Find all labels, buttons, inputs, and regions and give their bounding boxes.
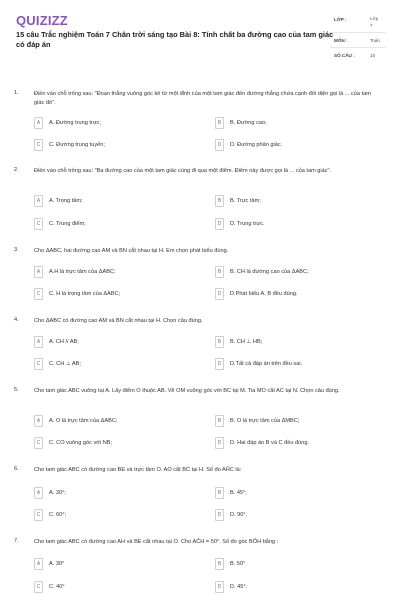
option-letter: A — [34, 266, 43, 278]
option-a[interactable] — [34, 266, 206, 279]
option-letter: D — [215, 509, 224, 521]
option-text: A. Trọng tâm; — [49, 198, 83, 204]
option-b[interactable] — [215, 558, 387, 571]
option-d[interactable] — [215, 139, 387, 152]
meta-row-grade — [330, 11, 386, 33]
meta-label-subject: MÔN : — [334, 38, 348, 43]
option-d[interactable] — [215, 288, 387, 301]
option-text: C. Đường trung tuyến; — [49, 142, 105, 148]
option-text: C. 60°; — [49, 512, 67, 518]
option-letter: D — [215, 139, 224, 151]
option-text: B. 45°; — [230, 490, 247, 496]
option-letter: D — [215, 288, 224, 300]
option-d[interactable] — [215, 581, 387, 594]
question-text: Cho ΔABC, hai đường cao AM và BN cắt nhau tại H. Em chọn phát biểu đúng. — [34, 248, 229, 254]
option-text: B. CH là đường cao của ΔABC; — [230, 269, 309, 275]
option-text: D. 90°. — [230, 512, 248, 518]
option-b[interactable] — [215, 117, 387, 130]
option-c[interactable] — [34, 509, 206, 522]
option-letter: C — [34, 218, 43, 230]
option-text: B. Đường cao; — [230, 120, 267, 126]
meta-value-subject: Toán — [370, 38, 380, 43]
option-d[interactable] — [215, 218, 387, 231]
option-letter: B — [215, 195, 224, 207]
question-number: 3. — [14, 247, 19, 253]
question-text: Điền vào chỗ trống sau: "Ba đường cao của một tam giác cùng đi qua một điểm. Điểm này được gọi là ... của tam giác". — [34, 168, 332, 174]
option-a[interactable] — [34, 117, 206, 130]
option-letter: D — [215, 437, 224, 449]
option-c[interactable] — [34, 139, 206, 152]
option-text: C. 40° — [49, 584, 65, 590]
option-letter: A — [34, 558, 43, 570]
question-text: Cho tam giác ABC vuông tại A. Lấy điểm O thuộc AB. Vẽ OM vuông góc với BC tại M. Tia MO cắt AC tại N. Chọn câu đúng. — [34, 388, 340, 394]
question-text: Cho ΔABC có đường cao AM và BN cắt nhau tại H. Chọn câu đúng. — [34, 318, 203, 324]
option-letter: D — [215, 581, 224, 593]
question-number: 7. — [14, 538, 19, 544]
option-c[interactable] — [34, 218, 206, 231]
option-text: A. 30° — [49, 561, 65, 567]
option-letter: B — [215, 117, 224, 129]
option-a[interactable] — [34, 195, 206, 208]
option-text: A. O là trực tâm của ΔABC; — [49, 418, 118, 424]
meta-row-count — [330, 48, 386, 63]
option-letter: A — [34, 415, 43, 427]
option-letter: B — [215, 266, 224, 278]
option-text: C. CO vuông góc với NB; — [49, 440, 113, 446]
meta-table — [330, 11, 386, 63]
option-text: D. Đường phân giác. — [230, 142, 283, 148]
worksheet-header — [0, 0, 400, 72]
option-text: A. Đường trung trực; — [49, 120, 101, 126]
meta-row-subject — [330, 33, 386, 48]
option-b[interactable] — [215, 266, 387, 279]
question-text: Cho tam giác ABC có đường cao BE và trực tâm O. AO cắt BC tại H. Số đo AĤC là: — [34, 467, 242, 473]
option-letter: A — [34, 336, 43, 348]
meta-value-grade: Lớp 7 — [370, 16, 379, 28]
option-text: C. H là trọng tâm của ΔABC; — [49, 291, 121, 297]
option-letter: C — [34, 358, 43, 370]
option-text: C. Trung điểm; — [49, 221, 86, 227]
option-b[interactable] — [215, 195, 387, 208]
option-letter: B — [215, 415, 224, 427]
option-letter: B — [215, 487, 224, 499]
question-number: 1. — [14, 90, 19, 96]
option-letter: A — [34, 117, 43, 129]
option-a[interactable] — [34, 415, 206, 428]
option-c[interactable] — [34, 288, 206, 301]
question-text: Cho tam giác ABC có đường cao AH và BE cắt nhau tại O. Cho AĈH = 50°. Số đo góc BÔH bằng : — [34, 539, 279, 545]
question-number: 2. — [14, 167, 19, 173]
option-text: A. 30°; — [49, 490, 66, 496]
option-letter: C — [34, 509, 43, 521]
option-c[interactable] — [34, 437, 206, 450]
option-d[interactable] — [215, 358, 387, 371]
option-text: D. 45°. — [230, 584, 248, 590]
option-text: C. CH ⊥ AB; — [49, 361, 81, 367]
option-letter: C — [34, 581, 43, 593]
meta-label-grade: LỚP : — [334, 17, 347, 22]
quizizz-logo: QUIZIZZ — [16, 13, 68, 28]
option-letter: A — [34, 487, 43, 499]
question-number: 6. — [14, 466, 19, 472]
option-text: B. Trực tâm; — [230, 198, 261, 204]
option-letter: B — [215, 558, 224, 570]
question-number: 5. — [14, 387, 19, 393]
option-text: A. CH // AB; — [49, 339, 79, 345]
option-b[interactable] — [215, 336, 387, 349]
option-a[interactable] — [34, 558, 206, 571]
question-text: Điền vào chỗ trống sau: "Đoạn thẳng vuông góc kẻ từ một đỉnh của một tam giác đến đường thẳng chứa cạnh đối diện gọi là ... của tam giác đó". — [34, 91, 371, 106]
option-b[interactable] — [215, 487, 387, 500]
worksheet-title: 15 câu Trắc nghiệm Toán 7 Chân trời sáng tạo Bài 8: Tính chất ba đường cao của tam giác có đáp án — [16, 30, 334, 49]
option-letter: A — [34, 195, 43, 207]
option-text: B. O là trực tâm của ΔMBC; — [230, 418, 300, 424]
option-text: D.Tất cả đáp án trên đều sai. — [230, 361, 303, 367]
question-number: 4. — [14, 317, 19, 323]
option-text: D. Hai đáp án B và C đều đúng. — [230, 440, 309, 446]
option-letter: D — [215, 218, 224, 230]
option-a[interactable] — [34, 487, 206, 500]
option-d[interactable] — [215, 509, 387, 522]
meta-value-count: 15 — [370, 53, 376, 58]
option-text: A.H là trực tâm của ΔABC; — [49, 269, 116, 275]
option-c[interactable] — [34, 358, 206, 371]
option-text: B. 50° — [230, 561, 246, 567]
option-letter: C — [34, 288, 43, 300]
option-b[interactable] — [215, 415, 387, 428]
option-text: B. CH ⊥ HB; — [230, 339, 263, 345]
option-letter: D — [215, 358, 224, 370]
option-letter: B — [215, 336, 224, 348]
option-letter: C — [34, 139, 43, 151]
option-text: D. Trung trực. — [230, 221, 265, 227]
option-text: D.Phát biểu A, B đều đúng. — [230, 291, 298, 297]
option-letter: C — [34, 437, 43, 449]
meta-label-count: SỐ CÂU : — [334, 53, 355, 58]
option-c[interactable] — [34, 581, 206, 594]
option-a[interactable] — [34, 336, 206, 349]
option-d[interactable] — [215, 437, 387, 450]
